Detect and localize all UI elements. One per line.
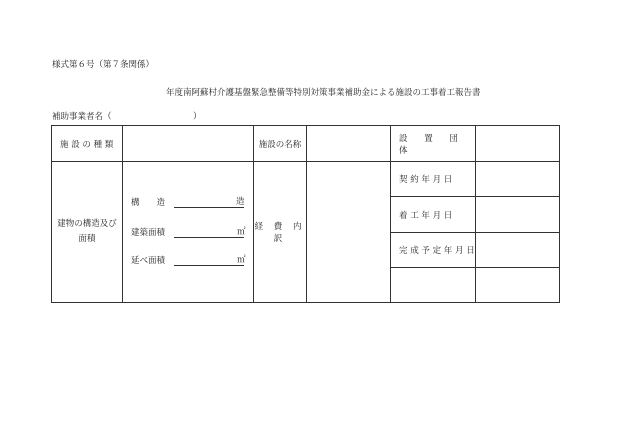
applicant-close-paren: ） (193, 112, 202, 122)
completion-date-label: 完 成 予 定 年 月 日 (391, 233, 476, 268)
facility-type-value[interactable] (123, 126, 254, 162)
document-title: 年度南阿蘇村介護基盤緊急整備等特別対策事業補助金による施設の工事着工報告書 (166, 88, 481, 98)
total-area-input-line[interactable] (174, 256, 244, 266)
contract-date-value[interactable] (476, 162, 560, 197)
establishing-body-value[interactable] (476, 126, 560, 162)
completion-date-value[interactable] (476, 233, 560, 268)
total-area-unit: ㎡ (237, 255, 246, 265)
start-date-value[interactable] (476, 197, 560, 233)
start-date-label: 着 工 年 月 日 (391, 197, 476, 233)
structure-label: 構 造 (131, 198, 166, 208)
facility-name-value[interactable] (307, 126, 391, 162)
floor-area-unit: ㎡ (237, 227, 246, 237)
facility-name-label: 施設の名称 (254, 126, 307, 162)
floor-area-input-line[interactable] (174, 228, 244, 238)
building-structure-cell (123, 162, 254, 303)
building-structure-label: 建物の構造及び 面積 (52, 162, 123, 303)
blank-value-cell[interactable] (476, 268, 560, 303)
contract-date-label: 契 約 年 月 日 (391, 162, 476, 197)
blank-label-cell (391, 268, 476, 303)
cost-breakdown-label: 経 費 内 訳 (254, 162, 307, 303)
structure-unit: 造 (236, 197, 245, 207)
facility-type-label: 施 設 の 種 類 (52, 126, 123, 162)
cost-breakdown-value[interactable] (307, 162, 391, 303)
applicant-label: 補助事業者名（ (52, 112, 112, 122)
floor-area-label: 建築面積 (131, 228, 166, 238)
total-area-label: 延べ面積 (131, 256, 166, 266)
structure-input-line[interactable] (174, 198, 244, 208)
form-number: 様式第６号（第７条関係） (52, 60, 155, 70)
report-table (51, 125, 560, 303)
establishing-body-label: 設 置 団 体 (391, 126, 476, 162)
